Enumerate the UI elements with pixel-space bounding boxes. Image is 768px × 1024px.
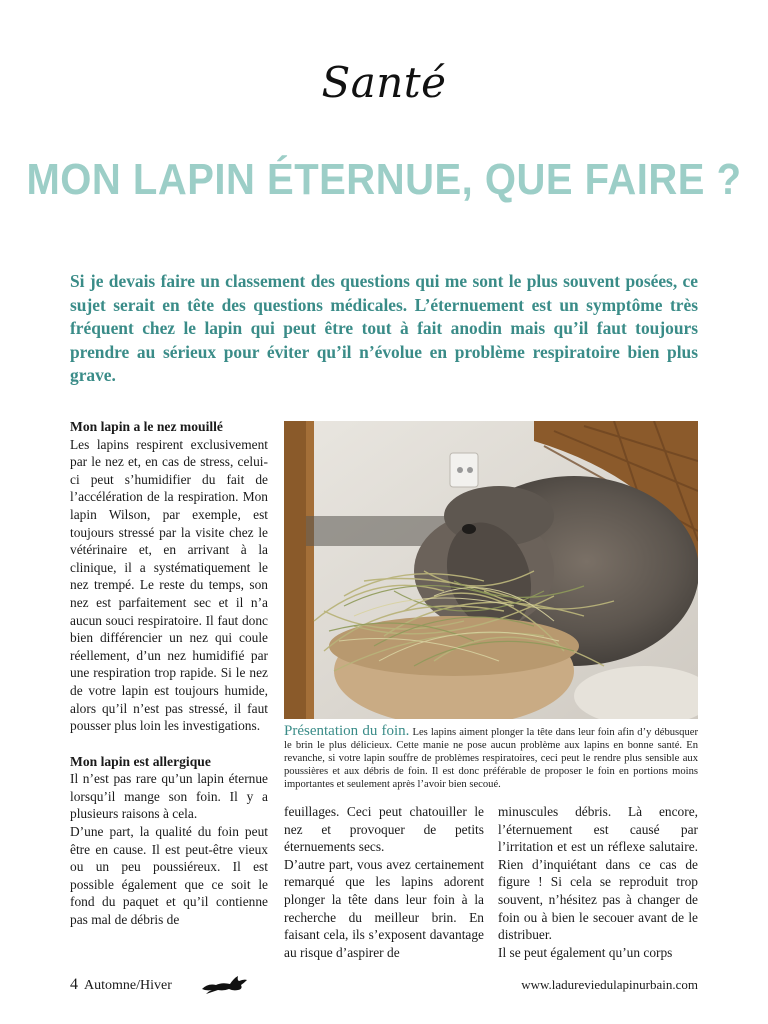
paragraph: D’autre part, vous avez certainement remarqué que les lapins adorent plonger la tête dans leur foin à la recherche du meilleur brin. En faisant cela, ils s’exposent davantage au risque d’aspirer de — [284, 856, 484, 960]
paragraph: feuillages. Ceci peut chatouiller le nez et provoquer de petits éternuements secs. — [284, 804, 484, 855]
article-title: MON LAPIN ÉTERNUE, QUE FAIRE ? — [26, 156, 742, 204]
article-intro: Si je devais faire un classement des questions qui me sont le plus souvent posées, ce sujet serait en tête des questions médicales. L’éternuement est un symptôme très fréquent chez le lapin qui peut être tout à fait anodin mais qu’il faut toujours prendre au sérieux pour éviter qu’il n’évolue en problème respiratoire bien plus grave. — [70, 271, 698, 385]
paragraph: Il se peut également qu’un corps — [498, 944, 673, 960]
paragraph: minuscules débris. Là encore, l’éternuement est causé par l’irritation et est un réflexe salutaire. Rien d’inquiétant dans ce cas de figure ! Si cela se reproduit trop souvent, n’hésitez pas à changer de foin ou à bien le secouer avant de le distribuer. — [498, 804, 698, 943]
issue-label: Automne/Hiver — [84, 978, 172, 993]
running-rabbit-icon — [200, 974, 250, 996]
paragraph: Les lapins respirent exclusivement par le nez et, en cas de stress, celui-ci peut s’humidifier du fait de l’accélération de la respiration. Mon lapin Wilson, par exemple, est toujours stressé par la visite chez le vétérinaire et, en arrivant à la clinique, il a systématiquement le nez trempé. Le reste du temps, son nez est parfaitement sec et il n’a aucun souci respiratoire. Il faut donc bien différencier un nez qui coule réellement, d’un nez humidifié par une respiration trop rapide. Si le nez de votre lapin est toujours humide, alors qu’il n’est pas stressé, il faut pousser plus loin les investigations. — [70, 436, 268, 734]
website-url[interactable]: www.ladureviedulapinurbain.com — [521, 977, 698, 992]
text-column-2 — [284, 803, 484, 961]
text-column-1 — [70, 418, 268, 929]
page-number: 4 — [70, 976, 78, 993]
section-rubric: Santé — [321, 58, 447, 107]
paragraph: D’une part, la qualité du foin peut être en cause. Il est peut-être vieux ou un peu poussiéreux. Il est possible également que ce soit le fond du paquet et qu’il contienne pas mal de débris de — [70, 824, 268, 928]
footer-issue — [70, 976, 172, 994]
caption-text: Les lapins aiment plonger la tête dans leur foin afin d’y débusquer le brin le plus délicieux. Cette manie ne pose aucun problème aux lapins en bonne santé. En revanche, si votre lapin souffre de problèmes respiratoires, ceci peut le rendre plus sensible aux poussières et aux débris de foin. Il est donc préférable de proposer le foin en portions moins importantes et seulement après l’avoir bien secoué. — [284, 727, 698, 790]
photo-caption — [284, 725, 698, 791]
section-heading-wet-nose: Mon lapin a le nez mouillé — [70, 419, 223, 434]
section-heading-allergic: Mon lapin est allergique — [70, 753, 211, 769]
text-column-3 — [498, 803, 698, 961]
rabbit-eating-hay-photo — [284, 421, 698, 719]
paragraph: Il n’est pas rare qu’un lapin éternue lorsqu’il mange son foin. Il y a plusieurs raisons à cela. — [70, 771, 268, 822]
caption-title: Présentation du foin. — [284, 723, 410, 739]
